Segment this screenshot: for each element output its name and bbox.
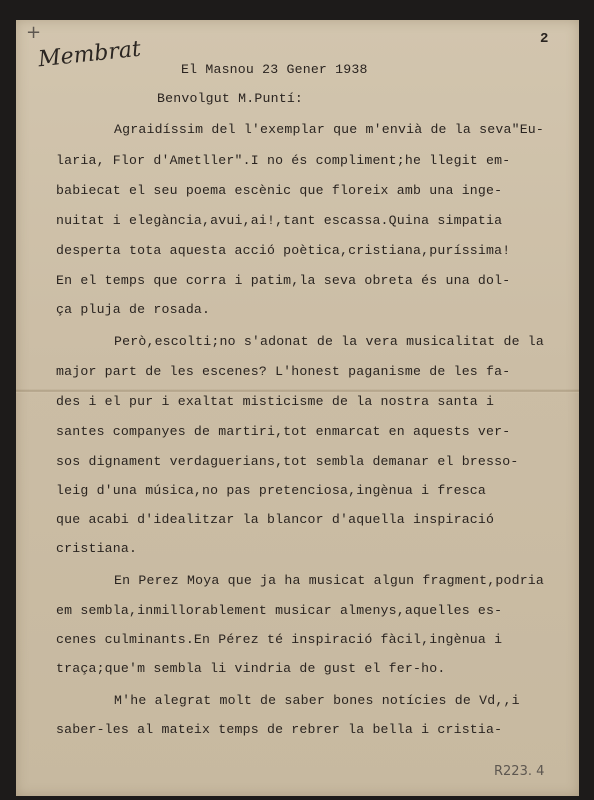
body-line: Agraidíssim del l'exemplar que m'envià de la seva"Eu- bbox=[114, 122, 545, 137]
body-line: major part de les escenes? L'honest paganisme de les fa- bbox=[56, 364, 511, 379]
place-date: El Masnou 23 Gener 1938 bbox=[181, 62, 368, 77]
paper-fold-crease bbox=[16, 389, 579, 393]
handwritten-name: Membrat bbox=[36, 36, 142, 73]
salutation: Benvolgut M.Puntí: bbox=[157, 91, 304, 106]
body-line: babiecat el seu poema escènic que floreix amb una inge- bbox=[56, 183, 503, 198]
body-line: ça pluja de rosada. bbox=[56, 302, 211, 317]
body-line: desperta tota aquesta acció poètica,cristiana,puríssima! bbox=[56, 243, 511, 258]
body-line: des i el pur i exaltat misticisme de la nostra santa i bbox=[56, 394, 495, 409]
body-line: sos dignament verdaguerians,tot sembla demanar el bresso- bbox=[56, 454, 519, 469]
body-line: santes companyes de martiri,tot enmarcat en aquests ver- bbox=[56, 424, 511, 439]
archive-reference: R223. 4 bbox=[494, 764, 545, 779]
body-line: em sembla,inmillorablement musicar almenys,aquelles es- bbox=[56, 603, 503, 618]
plus-mark: + bbox=[26, 22, 42, 43]
body-line: que acabi d'idealitzar la blancor d'aquella inspiració bbox=[56, 512, 495, 527]
body-line: M'he alegrat molt de saber bones notícies de Vd,,i bbox=[114, 693, 520, 708]
body-line: cenes culminants.En Pérez té inspiració fàcil,ingènua i bbox=[56, 632, 503, 647]
body-line: En el temps que corra i patim,la seva obreta és una dol- bbox=[56, 273, 511, 288]
body-line: traça;que'm sembla li vindria de gust el fer-ho. bbox=[56, 661, 446, 676]
page-number: 2 bbox=[540, 31, 549, 47]
body-line: cristiana. bbox=[56, 541, 138, 556]
body-line: En Perez Moya que ja ha musicat algun fragment,podria bbox=[114, 573, 545, 588]
body-line: Però,escolti;no s'adonat de la vera musicalitat de la bbox=[114, 334, 545, 349]
body-line: nuitat i elegància,avui,ai!,tant escassa.Quina simpatia bbox=[56, 213, 503, 228]
body-line: leig d'una música,no pas pretenciosa,ingènua i fresca bbox=[56, 483, 487, 498]
body-line: saber-les al mateix temps de rebrer la bella i cristia- bbox=[56, 722, 503, 737]
body-line: laria, Flor d'Ametller".I no és compliment;he llegit em- bbox=[56, 153, 511, 168]
